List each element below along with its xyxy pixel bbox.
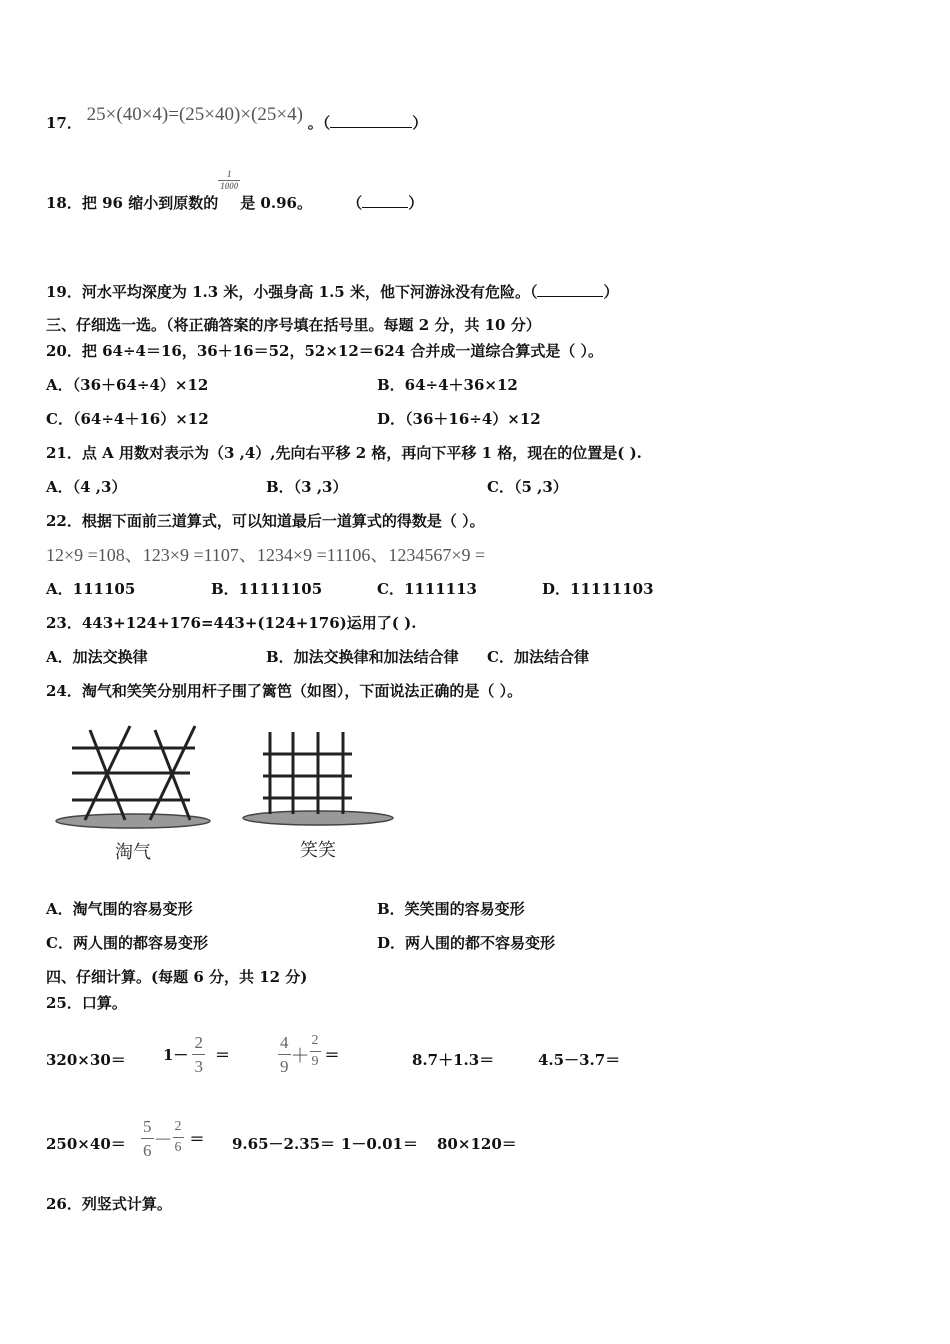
fence-figure xyxy=(50,718,400,868)
taoqi-label: 淘气 xyxy=(115,842,151,863)
q18-text: 18．把 96 缩小到原数的 xyxy=(46,194,219,212)
q25-r2-e2-den1: 6 xyxy=(141,1138,154,1159)
q25-r1-e4: 8.7＋1.3＝ xyxy=(412,1051,495,1069)
q25-r1-e3-num1: 4 xyxy=(280,1032,289,1052)
q17-paren-open: 。（ xyxy=(307,114,331,132)
q21-stem: 21．点 A 用数对表示为（3 ,4）,先向右平移 2 格，再向下平移 1 格，现在的位置是( ). xyxy=(46,444,642,462)
q25-r2-e2-post: ＝ xyxy=(189,1129,205,1148)
q25-r1-e3 xyxy=(278,1024,340,1084)
q18-fraction xyxy=(218,170,240,191)
q25-r2-e1: 250×40＝ xyxy=(46,1135,126,1153)
q25-r2-e2 xyxy=(141,1108,205,1168)
q21-option-c[interactable]: C．（5 ,3） xyxy=(487,478,568,496)
q25-r2-e2-op: － xyxy=(153,1128,173,1151)
q22-option-a[interactable]: A．111105 xyxy=(46,580,136,598)
q18-paren-open: （ xyxy=(347,194,363,212)
q24-option-a[interactable]: A．淘气围的容易变形 xyxy=(46,900,193,918)
q25-r2-e2-fraction-1 xyxy=(141,1118,154,1159)
q22-option-c[interactable]: C．1111113 xyxy=(377,580,477,598)
q20-option-b[interactable]: B．64÷4＋36×12 xyxy=(377,376,518,394)
q25-r2-e3: 9.65－2.35＝ xyxy=(232,1135,336,1153)
xiaoxiao-fence xyxy=(243,732,393,825)
q25-r2-e5: 80×120＝ xyxy=(437,1135,517,1153)
q25-r2-e2-fraction-2 xyxy=(173,1120,184,1155)
q22-expression: 12×9 =108、123×9 =1107、1234×9 =11106、1234567×9 = xyxy=(46,545,486,565)
q25-r1-e3-den2: 9 xyxy=(310,1051,321,1069)
q19 xyxy=(46,281,618,302)
q25-r1-e2-fraction xyxy=(192,1034,205,1075)
q24-option-c[interactable]: C．两人围的都容易变形 xyxy=(46,934,208,952)
q23-option-a[interactable]: A．加法交换律 xyxy=(46,648,148,666)
q25-r1-e3-den1: 9 xyxy=(278,1054,291,1075)
xiaoxiao-label: 笑笑 xyxy=(300,840,336,861)
q25-r1-e3-op: ＋ xyxy=(290,1044,310,1067)
q22-stem: 22．根据下面前三道算式，可以知道最后一道算式的得数是（ ）。 xyxy=(46,512,485,530)
q23-option-b[interactable]: B．加法交换律和加法结合律 xyxy=(266,648,459,666)
q20-stem: 20．把 64÷4＝16，36＋16＝52，52×12＝624 合并成一道综合算式是（ ）。 xyxy=(46,342,604,360)
q23-stem: 23．443+124+176=443+(124+176)运用了( ). xyxy=(46,614,417,632)
q20-option-a[interactable]: A．（36＋64÷4）×12 xyxy=(46,376,209,394)
taoqi-fence xyxy=(56,726,210,828)
q19-answer-blank[interactable] xyxy=(537,296,603,297)
q18 xyxy=(46,168,424,212)
q17-number: 17． xyxy=(46,114,82,132)
q26-stem: 26．列竖式计算。 xyxy=(46,1195,172,1213)
q17-answer-blank[interactable] xyxy=(330,127,412,128)
q24-option-d[interactable]: D．两人围的都不容易变形 xyxy=(377,934,556,952)
q24-stem: 24．淘气和笑笑分别用杆子围了篱笆（如图），下面说法正确的是（ ）。 xyxy=(46,682,523,700)
q18-frac-denominator: 1000 xyxy=(220,180,239,191)
q25-r1-e2-num: 2 xyxy=(194,1032,203,1052)
q18-answer-blank[interactable] xyxy=(362,207,408,208)
q17-expression: 25×(40×4)=(25×40)×(25×4) xyxy=(86,104,303,125)
q25-r1-e2-den: 3 xyxy=(192,1054,205,1075)
q18-frac-numerator: 1 xyxy=(226,168,232,179)
q25-r1-e1: 320×30＝ xyxy=(46,1051,126,1069)
q25-r1-e3-post: ＝ xyxy=(324,1045,340,1064)
q21-option-a[interactable]: A．（4 ,3） xyxy=(46,478,127,496)
q18-tail: 是 0.96。 xyxy=(240,194,312,212)
q25-r1-e3-num2: 2 xyxy=(311,1032,319,1048)
q20-option-d[interactable]: D．（36＋16÷4）×12 xyxy=(377,410,541,428)
section-3-heading: 三、仔细选一选。（将正确答案的序号填在括号里。每题 2 分，共 10 分） xyxy=(46,316,541,334)
q25-r1-e2 xyxy=(163,1024,230,1084)
q23-option-c[interactable]: C．加法结合律 xyxy=(487,648,589,666)
q25-r1-e5: 4.5－3.7＝ xyxy=(538,1051,621,1069)
q25-stem: 25．口算。 xyxy=(46,994,127,1012)
q25-r2-e2-num2: 2 xyxy=(174,1118,182,1134)
q25-r1-e2-post: ＝ xyxy=(214,1045,230,1064)
q19-paren-close: ） xyxy=(603,283,619,301)
q25-r2-e2-den2: 6 xyxy=(173,1137,184,1155)
q17-paren-close: ） xyxy=(412,114,428,132)
q25-r1-e3-fraction-2 xyxy=(310,1034,321,1069)
section-4-heading: 四、仔细计算。(每题 6 分，共 12 分) xyxy=(46,968,308,986)
q20-option-c[interactable]: C．（64÷4＋16）×12 xyxy=(46,410,209,428)
q25-r2-e4: 1－0.01＝ xyxy=(341,1135,418,1153)
q17 xyxy=(46,104,428,132)
q25-r2-e2-num1: 5 xyxy=(143,1116,152,1136)
q19-text: 19．河水平均深度为 1.3 米，小强身高 1.5 米，他下河游泳没有危险。（ xyxy=(46,283,538,301)
q18-paren-close: ） xyxy=(408,194,424,212)
q24-option-b[interactable]: B．笑笑围的容易变形 xyxy=(377,900,525,918)
q22-option-d[interactable]: D．11111103 xyxy=(542,580,654,598)
q25-r1-e3-fraction-1 xyxy=(278,1034,291,1075)
q21-option-b[interactable]: B．（3 ,3） xyxy=(266,478,348,496)
q22-option-b[interactable]: B．11111105 xyxy=(211,580,323,598)
q25-r1-e2-pre: 1－ xyxy=(163,1045,189,1064)
